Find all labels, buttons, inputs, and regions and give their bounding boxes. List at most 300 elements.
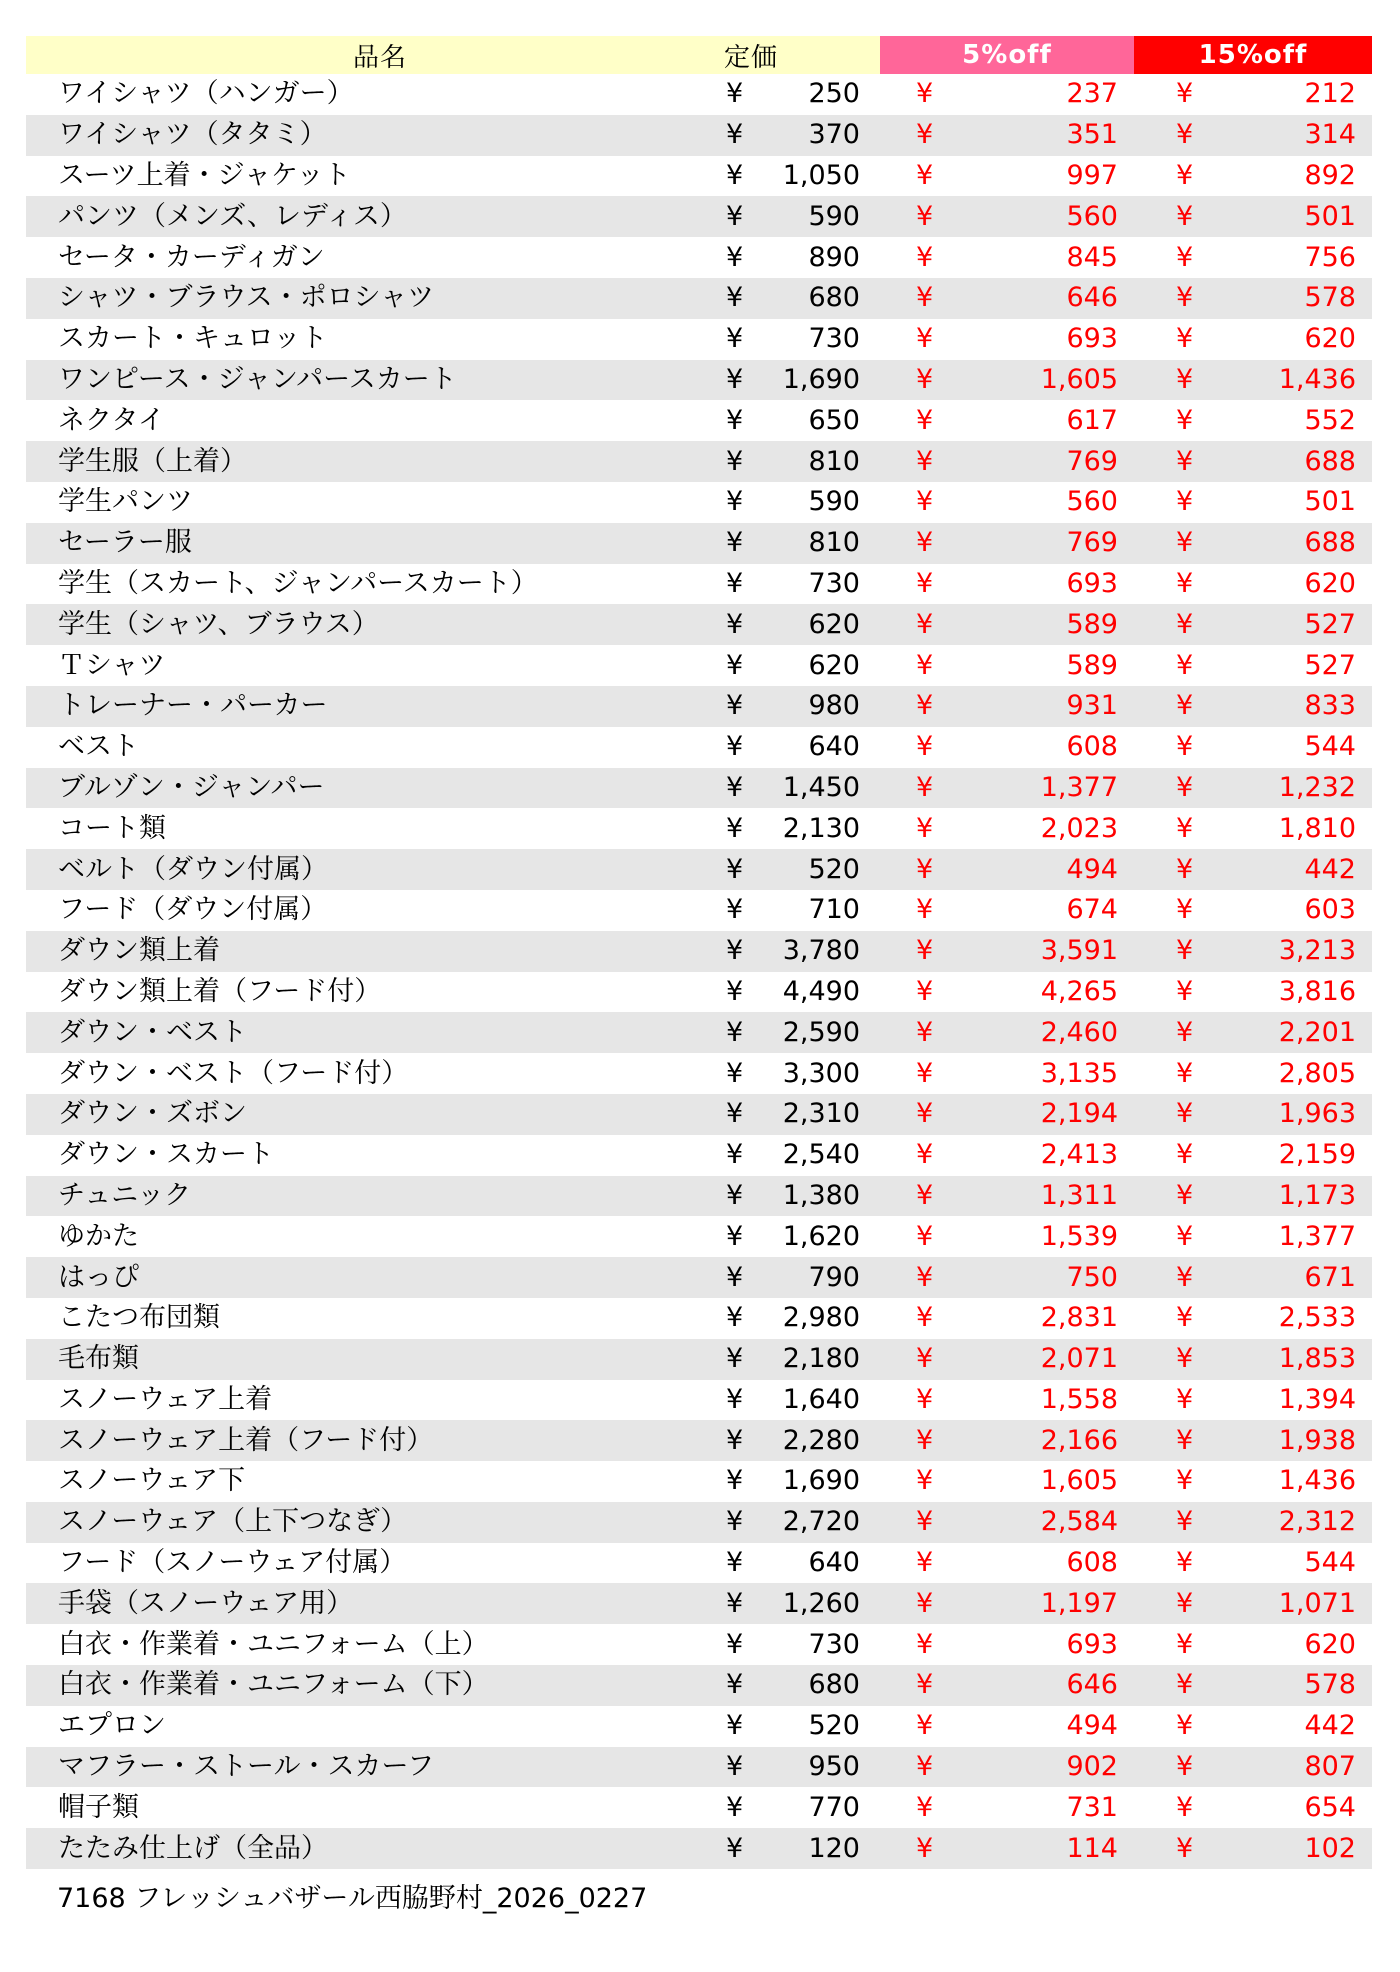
price-15pct-off: 620 xyxy=(1304,1628,1356,1660)
currency-symbol: ¥ xyxy=(1176,1587,1194,1619)
currency-symbol: ¥ xyxy=(726,200,744,232)
price-15pct-off-cell xyxy=(1134,278,1372,319)
list-price-cell xyxy=(694,1420,880,1461)
list-price-cell xyxy=(694,1502,880,1543)
price-5pct-off: 769 xyxy=(1066,445,1118,477)
currency-symbol: ¥ xyxy=(1176,1016,1194,1048)
item-name: セーラー服 xyxy=(26,523,694,564)
price-5pct-off: 2,166 xyxy=(1040,1424,1118,1456)
table-row xyxy=(26,1012,1372,1053)
list-price: 1,690 xyxy=(782,1465,860,1497)
price-15pct-off-cell xyxy=(1134,400,1372,441)
list-price: 2,540 xyxy=(782,1139,860,1171)
currency-symbol: ¥ xyxy=(1176,323,1194,355)
table-row xyxy=(26,400,1372,441)
list-price: 1,050 xyxy=(782,159,860,191)
list-price-cell xyxy=(694,1257,880,1298)
price-table xyxy=(26,36,1372,1869)
list-price: 790 xyxy=(808,1261,860,1293)
price-15pct-off: 2,312 xyxy=(1278,1506,1356,1538)
price-15pct-off-cell xyxy=(1134,564,1372,605)
price-5pct-off-cell xyxy=(880,1053,1134,1094)
price-15pct-off: 2,533 xyxy=(1278,1302,1356,1334)
list-price: 2,980 xyxy=(782,1302,860,1334)
price-15pct-off-cell xyxy=(1134,196,1372,237)
currency-symbol: ¥ xyxy=(1176,1751,1194,1783)
price-5pct-off-cell xyxy=(880,890,1134,931)
item-name: ダウン・スカート xyxy=(58,1139,274,1171)
currency-symbol: ¥ xyxy=(726,1424,744,1456)
price-15pct-off-cell xyxy=(1134,808,1372,849)
table-row xyxy=(26,849,1372,890)
list-price: 640 xyxy=(808,731,860,763)
price-sheet xyxy=(26,36,1372,1869)
currency-symbol: ¥ xyxy=(1176,1261,1194,1293)
table-row xyxy=(26,808,1372,849)
price-5pct-off-cell xyxy=(880,400,1134,441)
currency-symbol: ¥ xyxy=(916,1751,934,1783)
currency-symbol: ¥ xyxy=(916,1302,934,1334)
item-name: はっぴ xyxy=(26,1257,694,1298)
list-price-cell xyxy=(694,1583,880,1624)
list-price-cell xyxy=(694,1624,880,1665)
price-15pct-off-cell xyxy=(1134,1380,1372,1421)
list-price: 2,310 xyxy=(782,1098,860,1130)
price-5pct-off: 3,591 xyxy=(1040,935,1118,967)
item-name: チュニック xyxy=(26,1176,694,1217)
currency-symbol: ¥ xyxy=(916,894,934,926)
table-row xyxy=(26,1298,1372,1339)
price-15pct-off: 442 xyxy=(1304,1710,1356,1742)
currency-symbol: ¥ xyxy=(726,975,744,1007)
price-15pct-off-cell xyxy=(1134,1012,1372,1053)
table-row xyxy=(26,237,1372,278)
price-15pct-off: 442 xyxy=(1304,853,1356,885)
currency-symbol: ¥ xyxy=(1176,771,1194,803)
list-price: 680 xyxy=(808,282,860,314)
price-5pct-off-cell xyxy=(880,1747,1134,1788)
price-15pct-off: 603 xyxy=(1304,894,1356,926)
item-name: セータ・カーディガン xyxy=(58,241,325,273)
item-name: 毛布類 xyxy=(26,1339,694,1380)
list-price: 1,620 xyxy=(782,1220,860,1252)
table-row xyxy=(26,686,1372,727)
footer-note: 7168 フレッシュバザール西脇野村_2026_0227 xyxy=(57,1883,648,1914)
currency-symbol: ¥ xyxy=(726,1669,744,1701)
price-5pct-off: 731 xyxy=(1066,1791,1118,1823)
currency-symbol: ¥ xyxy=(1176,1220,1194,1252)
price-15pct-off: 578 xyxy=(1304,282,1356,314)
price-5pct-off: 589 xyxy=(1066,608,1118,640)
currency-symbol: ¥ xyxy=(726,445,744,477)
item-name: ダウン・ベスト（フード付） xyxy=(58,1057,409,1089)
price-5pct-off: 1,377 xyxy=(1040,771,1118,803)
currency-symbol: ¥ xyxy=(916,1261,934,1293)
list-price: 4,490 xyxy=(782,975,860,1007)
price-15pct-off-cell xyxy=(1134,319,1372,360)
currency-symbol: ¥ xyxy=(1176,1343,1194,1375)
currency-symbol: ¥ xyxy=(916,567,934,599)
price-5pct-off-cell xyxy=(880,1420,1134,1461)
list-price-cell xyxy=(694,1094,880,1135)
currency-symbol: ¥ xyxy=(1176,1547,1194,1579)
currency-symbol: ¥ xyxy=(726,935,744,967)
price-15pct-off: 2,201 xyxy=(1278,1016,1356,1048)
currency-symbol: ¥ xyxy=(726,1098,744,1130)
list-price-cell xyxy=(694,1298,880,1339)
table-row xyxy=(26,441,1372,482)
price-15pct-off-cell xyxy=(1134,74,1372,115)
list-price: 640 xyxy=(808,1547,860,1579)
price-15pct-off-cell xyxy=(1134,1583,1372,1624)
item-name: スノーウェア（上下つなぎ） xyxy=(26,1502,694,1543)
currency-symbol: ¥ xyxy=(916,363,934,395)
price-5pct-off-cell xyxy=(880,849,1134,890)
list-price: 2,590 xyxy=(782,1016,860,1048)
currency-symbol: ¥ xyxy=(726,1751,744,1783)
price-15pct-off-cell xyxy=(1134,1828,1372,1869)
list-price-cell xyxy=(694,890,880,931)
currency-symbol: ¥ xyxy=(916,608,934,640)
list-price: 770 xyxy=(808,1791,860,1823)
currency-symbol: ¥ xyxy=(726,1832,744,1864)
price-15pct-off-cell xyxy=(1134,972,1372,1013)
price-15pct-off: 1,436 xyxy=(1278,363,1356,395)
currency-symbol: ¥ xyxy=(916,1016,934,1048)
price-15pct-off-cell xyxy=(1134,727,1372,768)
price-15pct-off-cell xyxy=(1134,482,1372,523)
currency-symbol: ¥ xyxy=(916,241,934,273)
price-15pct-off: 1,394 xyxy=(1278,1383,1356,1415)
list-price-cell xyxy=(694,768,880,809)
currency-symbol: ¥ xyxy=(916,731,934,763)
currency-symbol: ¥ xyxy=(726,404,744,436)
price-5pct-off: 674 xyxy=(1066,894,1118,926)
price-15pct-off-cell xyxy=(1134,1339,1372,1380)
price-15pct-off: 807 xyxy=(1304,1751,1356,1783)
price-15pct-off: 314 xyxy=(1304,119,1356,151)
currency-symbol: ¥ xyxy=(726,1791,744,1823)
item-name: コート類 xyxy=(58,812,166,844)
currency-symbol: ¥ xyxy=(726,119,744,151)
currency-symbol: ¥ xyxy=(726,1547,744,1579)
price-15pct-off-cell xyxy=(1134,1053,1372,1094)
table-row xyxy=(26,890,1372,931)
header-row xyxy=(26,36,1372,74)
table-row xyxy=(26,1543,1372,1584)
price-15pct-off-cell xyxy=(1134,1420,1372,1461)
currency-symbol: ¥ xyxy=(726,771,744,803)
list-price: 2,280 xyxy=(782,1424,860,1456)
price-15pct-off: 102 xyxy=(1304,1832,1356,1864)
price-5pct-off-cell xyxy=(880,1787,1134,1828)
currency-symbol: ¥ xyxy=(916,1465,934,1497)
price-15pct-off-cell xyxy=(1134,1176,1372,1217)
currency-symbol: ¥ xyxy=(726,812,744,844)
price-5pct-off-cell xyxy=(880,74,1134,115)
item-name: Ｔシャツ xyxy=(58,649,166,681)
list-price: 730 xyxy=(808,567,860,599)
currency-symbol: ¥ xyxy=(916,445,934,477)
item-name: パンツ（メンズ、レディス） xyxy=(26,196,694,237)
price-5pct-off-cell xyxy=(880,1012,1134,1053)
currency-symbol: ¥ xyxy=(726,241,744,273)
price-15pct-off: 2,159 xyxy=(1278,1139,1356,1171)
item-name: ブルゾン・ジャンパー xyxy=(26,768,694,809)
price-5pct-off: 114 xyxy=(1066,1832,1118,1864)
list-price: 810 xyxy=(808,445,860,477)
currency-symbol: ¥ xyxy=(916,527,934,559)
list-price-cell xyxy=(694,686,880,727)
price-5pct-off-cell xyxy=(880,1624,1134,1665)
price-5pct-off: 617 xyxy=(1066,404,1118,436)
list-price-cell xyxy=(694,849,880,890)
item-name: 白衣・作業着・ユニフォーム（上） xyxy=(58,1628,489,1660)
item-name: 帽子類 xyxy=(58,1791,139,1823)
price-15pct-off: 1,436 xyxy=(1278,1465,1356,1497)
currency-symbol: ¥ xyxy=(726,894,744,926)
currency-symbol: ¥ xyxy=(916,1220,934,1252)
price-5pct-off: 931 xyxy=(1066,690,1118,722)
price-5pct-off: 1,605 xyxy=(1040,1465,1118,1497)
price-5pct-off-cell xyxy=(880,1461,1134,1502)
table-row xyxy=(26,1094,1372,1135)
price-5pct-off-cell xyxy=(880,1298,1134,1339)
currency-symbol: ¥ xyxy=(916,1383,934,1415)
price-5pct-off: 845 xyxy=(1066,241,1118,273)
list-price: 710 xyxy=(808,894,860,926)
currency-symbol: ¥ xyxy=(1176,404,1194,436)
list-price: 520 xyxy=(808,853,860,885)
currency-symbol: ¥ xyxy=(916,1098,934,1130)
list-price: 120 xyxy=(808,1832,860,1864)
currency-symbol: ¥ xyxy=(726,1302,744,1334)
currency-symbol: ¥ xyxy=(726,1016,744,1048)
currency-symbol: ¥ xyxy=(1176,608,1194,640)
price-15pct-off: 527 xyxy=(1304,608,1356,640)
currency-symbol: ¥ xyxy=(726,527,744,559)
price-5pct-off-cell xyxy=(880,156,1134,197)
price-5pct-off: 646 xyxy=(1066,1669,1118,1701)
price-5pct-off: 1,197 xyxy=(1040,1587,1118,1619)
price-5pct-off: 1,539 xyxy=(1040,1220,1118,1252)
price-15pct-off: 527 xyxy=(1304,649,1356,681)
price-5pct-off: 2,584 xyxy=(1040,1506,1118,1538)
price-15pct-off-cell xyxy=(1134,645,1372,686)
table-row xyxy=(26,931,1372,972)
list-price: 810 xyxy=(808,527,860,559)
price-5pct-off-cell xyxy=(880,196,1134,237)
table-row xyxy=(26,74,1372,115)
price-5pct-off-cell xyxy=(880,1828,1134,1869)
currency-symbol: ¥ xyxy=(916,935,934,967)
currency-symbol: ¥ xyxy=(1176,1791,1194,1823)
price-5pct-off: 693 xyxy=(1066,323,1118,355)
table-row xyxy=(26,727,1372,768)
currency-symbol: ¥ xyxy=(916,1506,934,1538)
header-15pct-off: 15%off xyxy=(1134,36,1372,74)
currency-symbol: ¥ xyxy=(726,282,744,314)
item-name: スノーウェア上着 xyxy=(58,1383,273,1415)
price-15pct-off-cell xyxy=(1134,1094,1372,1135)
currency-symbol: ¥ xyxy=(1176,975,1194,1007)
item-name: 白衣・作業着・ユニフォーム（下） xyxy=(26,1665,694,1706)
price-15pct-off-cell xyxy=(1134,156,1372,197)
price-5pct-off-cell xyxy=(880,931,1134,972)
currency-symbol: ¥ xyxy=(726,78,744,110)
currency-symbol: ¥ xyxy=(1176,1465,1194,1497)
price-5pct-off: 2,413 xyxy=(1040,1139,1118,1171)
table-row xyxy=(26,523,1372,564)
price-15pct-off-cell xyxy=(1134,360,1372,401)
currency-symbol: ¥ xyxy=(1176,731,1194,763)
list-price-cell xyxy=(694,196,880,237)
list-price-cell xyxy=(694,1706,880,1747)
currency-symbol: ¥ xyxy=(916,771,934,803)
currency-symbol: ¥ xyxy=(1176,935,1194,967)
list-price: 650 xyxy=(808,404,860,436)
list-price: 890 xyxy=(808,241,860,273)
price-5pct-off-cell xyxy=(880,727,1134,768)
currency-symbol: ¥ xyxy=(1176,282,1194,314)
currency-symbol: ¥ xyxy=(916,1547,934,1579)
list-price: 730 xyxy=(808,323,860,355)
currency-symbol: ¥ xyxy=(726,1383,744,1415)
price-15pct-off: 501 xyxy=(1304,486,1356,518)
price-15pct-off-cell xyxy=(1134,686,1372,727)
price-15pct-off-cell xyxy=(1134,1787,1372,1828)
currency-symbol: ¥ xyxy=(916,404,934,436)
price-5pct-off: 351 xyxy=(1066,119,1118,151)
table-row xyxy=(26,1461,1372,1502)
list-price-cell xyxy=(694,972,880,1013)
list-price-cell xyxy=(694,115,880,156)
price-15pct-off-cell xyxy=(1134,1665,1372,1706)
price-5pct-off-cell xyxy=(880,1706,1134,1747)
price-5pct-off: 1,311 xyxy=(1040,1179,1118,1211)
table-row xyxy=(26,1583,1372,1624)
currency-symbol: ¥ xyxy=(726,159,744,191)
price-5pct-off-cell xyxy=(880,1094,1134,1135)
list-price-cell xyxy=(694,482,880,523)
price-15pct-off: 3,213 xyxy=(1278,935,1356,967)
currency-symbol: ¥ xyxy=(1176,363,1194,395)
list-price-cell xyxy=(694,523,880,564)
currency-symbol: ¥ xyxy=(916,486,934,518)
currency-symbol: ¥ xyxy=(916,1628,934,1660)
currency-symbol: ¥ xyxy=(916,690,934,722)
table-row xyxy=(26,1380,1372,1421)
price-5pct-off-cell xyxy=(880,1380,1134,1421)
list-price: 1,690 xyxy=(782,363,860,395)
currency-symbol: ¥ xyxy=(726,608,744,640)
price-15pct-off-cell xyxy=(1134,768,1372,809)
price-15pct-off: 501 xyxy=(1304,200,1356,232)
table-row xyxy=(26,1665,1372,1706)
currency-symbol: ¥ xyxy=(726,690,744,722)
table-row xyxy=(26,972,1372,1013)
table-row xyxy=(26,1257,1372,1298)
price-15pct-off: 688 xyxy=(1304,445,1356,477)
currency-symbol: ¥ xyxy=(916,1832,934,1864)
currency-symbol: ¥ xyxy=(1176,1832,1194,1864)
currency-symbol: ¥ xyxy=(916,119,934,151)
table-row xyxy=(26,1135,1372,1176)
price-15pct-off: 1,938 xyxy=(1278,1424,1356,1456)
price-15pct-off: 1,963 xyxy=(1278,1098,1356,1130)
currency-symbol: ¥ xyxy=(726,363,744,395)
table-row xyxy=(26,604,1372,645)
currency-symbol: ¥ xyxy=(916,1669,934,1701)
currency-symbol: ¥ xyxy=(1176,241,1194,273)
price-15pct-off-cell xyxy=(1134,441,1372,482)
price-15pct-off-cell xyxy=(1134,849,1372,890)
price-5pct-off-cell xyxy=(880,768,1134,809)
item-name: フード（ダウン付属） xyxy=(58,894,328,926)
price-5pct-off: 646 xyxy=(1066,282,1118,314)
price-5pct-off-cell xyxy=(880,1176,1134,1217)
price-5pct-off-cell xyxy=(880,604,1134,645)
price-5pct-off: 997 xyxy=(1066,159,1118,191)
price-5pct-off: 2,071 xyxy=(1040,1343,1118,1375)
item-name: ゆかた xyxy=(58,1220,139,1252)
list-price-cell xyxy=(694,1543,880,1584)
price-15pct-off: 620 xyxy=(1304,567,1356,599)
list-price: 950 xyxy=(808,1751,860,1783)
price-5pct-off-cell xyxy=(880,564,1134,605)
list-price: 250 xyxy=(808,78,860,110)
currency-symbol: ¥ xyxy=(916,1710,934,1742)
header-5pct-off: 5%off xyxy=(880,36,1134,74)
currency-symbol: ¥ xyxy=(726,853,744,885)
list-price-cell xyxy=(694,1216,880,1257)
list-price-cell xyxy=(694,319,880,360)
price-15pct-off-cell xyxy=(1134,1461,1372,1502)
price-5pct-off: 1,605 xyxy=(1040,363,1118,395)
price-5pct-off: 494 xyxy=(1066,853,1118,885)
list-price-cell xyxy=(694,604,880,645)
table-row xyxy=(26,1787,1372,1828)
list-price-cell xyxy=(694,1828,880,1869)
currency-symbol: ¥ xyxy=(726,1179,744,1211)
currency-symbol: ¥ xyxy=(1176,567,1194,599)
currency-symbol: ¥ xyxy=(1176,690,1194,722)
price-15pct-off: 1,232 xyxy=(1278,771,1356,803)
currency-symbol: ¥ xyxy=(726,649,744,681)
price-5pct-off: 750 xyxy=(1066,1261,1118,1293)
price-15pct-off-cell xyxy=(1134,1747,1372,1788)
currency-symbol: ¥ xyxy=(1176,1098,1194,1130)
currency-symbol: ¥ xyxy=(726,1710,744,1742)
table-row xyxy=(26,196,1372,237)
item-name: トレーナー・パーカー xyxy=(26,686,694,727)
price-15pct-off: 578 xyxy=(1304,1669,1356,1701)
currency-symbol: ¥ xyxy=(916,853,934,885)
item-name: 学生服（上着） xyxy=(26,441,694,482)
price-5pct-off-cell xyxy=(880,1216,1134,1257)
list-price: 2,130 xyxy=(782,812,860,844)
currency-symbol: ¥ xyxy=(1176,1424,1194,1456)
item-name: 学生（シャツ、ブラウス） xyxy=(26,604,694,645)
item-name: ワンピース・ジャンパースカート xyxy=(26,360,694,401)
price-15pct-off-cell xyxy=(1134,523,1372,564)
item-name: 手袋（スノーウェア用） xyxy=(26,1583,694,1624)
currency-symbol: ¥ xyxy=(1176,1628,1194,1660)
price-5pct-off-cell xyxy=(880,441,1134,482)
list-price: 980 xyxy=(808,690,860,722)
price-5pct-off-cell xyxy=(880,523,1134,564)
item-name: ワイシャツ（ハンガー） xyxy=(58,78,354,110)
